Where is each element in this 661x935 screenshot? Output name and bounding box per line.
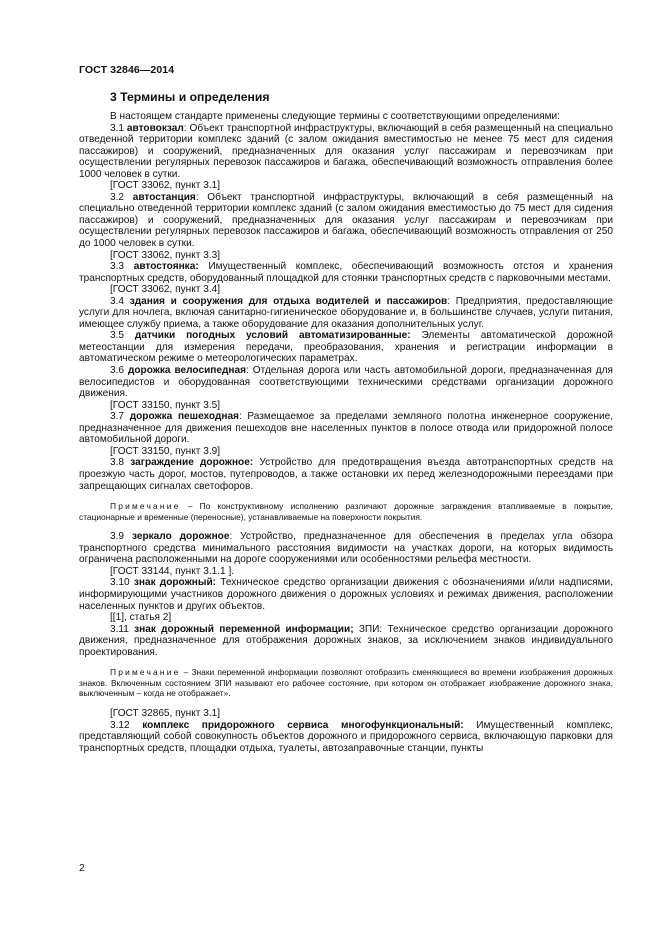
term-paragraph: 3.8 заграждение дорожное: Устройство для предотвращения въезда автотранспортных средств на проезжую часть дорог, мостов, путепроводов, а также остановки их перед железнодорожными переездами при запрещающих сигналах светофоров. — [79, 457, 613, 492]
term-definition: Размещаемое за пределами земляного полотна инженерное сооружение, предназначенное для движения пешеходов вне населенных пунктов в полосе отвода или придорожной полосе автомобильной дороги. — [79, 411, 614, 446]
term-definition: Предприятия, предоставляющие услуги для ночлега, включая санитарно-гигиеническое оборудование и, в большинстве случаев, услуги питания, имеющее службу приема, а также оборудование для оказания дополнительных услуг. — [79, 295, 613, 330]
term-name: дорожка пешеходная — [129, 411, 239, 423]
note-label: Примечание — [110, 501, 181, 512]
term-definition: ЗПИ: Техническое средство организации дорожного движения, предназначенное для отображения дорожных знаков, за исключением знаков индивидуального проектирования. — [79, 623, 613, 658]
term-name: датчики погодных условий автоматизированные: — [134, 330, 411, 342]
term-name: автостоянка: — [133, 261, 199, 273]
term-definition: Элементы автоматической дорожной метеостанции для измерения передачи, преобразования, хранения и регистрации информации в автоматическом режиме о метеорологических параметрах. — [79, 330, 613, 365]
note-paragraph — [79, 667, 613, 699]
term-name: знак дорожный переменной информации; — [134, 623, 354, 635]
term-paragraph: 3.5 датчики погодных условий автоматизированные: Элементы автоматической дорожной метеостанции для измерения передачи, преобразования, хранения и регистрации информации в автоматическом режиме о метеорологических параметрах. — [79, 330, 613, 365]
note-text: – По конструктивному исполнению различают дорожные заграждения втапливаемые в покрытие, стационарные и временные (переносные), устанавливаемые на поверхности покрытия. — [79, 501, 613, 522]
note-paragraph — [79, 501, 613, 522]
section-title: 3 Термины и определения — [110, 90, 270, 104]
term-name: автовокзал — [126, 122, 184, 134]
term-paragraph: 3.7 дорожка пешеходная: Размещаемое за пределами земляного полотна инженерное сооружение, предназначенное для движения пешеходов вне населенных пунктов в полосе отвода или придорожной полосе автомобильной дороги. — [79, 411, 614, 446]
term-paragraph: 3.2 автостанция: Объект транспортной инфраструктуры, включающий в себя размещенный на специально отведенной территории комплекс зданий (с залом ожидания вместимостью до 75 мест для сидения пассажиров) и сооружений, предназначенных для оказания услуг пассажирам и перевозчикам при осуществлении регулярных перевозок пассажиров и багажа, обеспечивающий возможность отправления от 250 до 1000 человек в сутки. — [79, 191, 613, 250]
term-name: комплекс придорожного сервиса многофункциональный: — [142, 719, 464, 731]
term-definition: Имущественный комплекс, обеспечивающий возможность отстоя и хранения транспортных средств, оборудованный площадкой для стоянки транспортных средств с парковочными местами. — [79, 261, 613, 284]
term-name: знак дорожный: — [133, 577, 217, 589]
term-reference: [ГОСТ 33062, пункт 3.1] — [110, 180, 221, 192]
term-definition: Объект транспортной инфраструктуры, включающий в себя размещенный на специально отведенной территории комплекс зданий (с залом ожидания вместимостью до 75 мест для сидения пассажиров) и сооружений, предназначенных для оказания услуг пассажирам и перевозчикам при осуществлении регулярных перевозок пассажиров и багажа, обеспечивающий возможность отправления от 250 до 1000 человек в сутки. — [79, 191, 613, 250]
term-paragraph: 3.1 автовокзал: Объект транспортной инфраструктуры, включающий в себя размещенный на специально отведенной территории комплекс зданий (с залом ожидания вместимостью не менее 75 мест для сидения пассажиров) и сооружений, предназначенных для оказания услуг пассажирам и перевозчикам при осуществлении регулярных перевозок пассажиров и багажа, обеспечивающий возможность отправления более 1000 человек в сутки. — [79, 122, 613, 180]
term-paragraph: 3.12 комплекс придорожного сервиса многофункциональный: Имущественный комплекс, представляющий собой совокупность объектов дорожного и придорожного сервиса, включающую парковки для транспортных средств, площадки отдыха, туалеты, автозаправочные станции, пункты — [79, 719, 613, 754]
term-definition: Устройство, предназначенное для обеспечения в пределах угла обзора транспортного средства минимального расстояния видимости на участках дороги, на которых видимость ограничена расположенными на дороге сооружениями или особенностями рельефа местности. — [79, 531, 613, 566]
term-name: автостанция — [132, 191, 196, 203]
term-name: заграждение дорожное: — [130, 457, 254, 469]
term-name: дорожка велосипедная — [127, 365, 246, 377]
term-reference: [[1], статья 2] — [110, 612, 172, 624]
page-number: 2 — [79, 862, 85, 874]
term-paragraph: 3.6 дорожка велосипедная: Отдельная дорога или часть автомобильной дороги, предназначенная для велосипедистов и оборудованная соответствующими техническими средствами организации дорожного движения. — [79, 365, 613, 400]
note-text: – Знаки переменной информации позволяют отобразить сменяющиеся во времени изображения дорожных знаков. Включенным состоянием ЗПИ называют его рабочее состояние, при котором он отображает изображение дорожного знака, выключенным – когда не отображает». — [79, 667, 613, 699]
term-definition: Объект транспортной инфраструктуры, включающий в себя размещенный на специально отведенной территории комплекс зданий (с залом ожидания вместимостью не менее 75 мест для сидения пассажиров) и сооружений, предназначенных для оказания услуг пассажирам и перевозчикам при осуществлении регулярных перевозок пассажиров и багажа, обеспечивающий возможность отправления более 1000 человек в сутки. — [79, 122, 613, 180]
term-reference: [ГОСТ 33150, пункт 3.5] — [110, 399, 221, 411]
term-definition: Имущественный комплекс, представляющий собой совокупность объектов дорожного и придорожного сервиса, включающую парковки для транспортных средств, площадки отдыха, туалеты, автозаправочные станции, пункты — [79, 719, 613, 754]
term-reference: [ГОСТ 33062, пункт 3.3] — [110, 249, 221, 261]
term-reference: [ГОСТ 33062, пункт 3.4] — [110, 284, 221, 296]
term-paragraph: 3.4 здания и сооружения для отдыха водителей и пассажиров: Предприятия, предоставляющие услуги для ночлега, включая санитарно-гигиеническое оборудование и, в большинстве случаев, услуги питания, имеющее службу приема, а также оборудование для оказания дополнительных услуг. — [79, 295, 613, 330]
term-paragraph: 3.11 знак дорожный переменной информации; ЗПИ: Техническое средство организации дорожного движения, предназначенное для отображения дорожных знаков, за исключением знаков индивидуального проектирования. — [79, 623, 613, 658]
standard-code: ГОСТ 32846—2014 — [79, 64, 175, 76]
term-paragraph: 3.3 автостоянка: Имущественный комплекс, обеспечивающий возможность отстоя и хранения транспортных средств, оборудованный площадкой для стоянки транспортных средств с парковочными местами. — [79, 261, 613, 284]
term-name: здания и сооружения для отдыха водителей и пассажиров — [129, 295, 448, 307]
term-reference: [ГОСТ 33150, пункт 3.9] — [110, 445, 221, 457]
term-definition: Устройство для предотвращения въезда автотранспортных средств на проезжую часть дорог, мостов, путепроводов, а также остановки их перед железнодорожными переездами при запрещающих сигналах светофоров. — [79, 457, 613, 492]
term-name: зеркало дорожное — [131, 531, 230, 543]
document-body — [79, 111, 613, 754]
intro-paragraph: В настоящем стандарте применены следующие термины с соответствующими определениями: — [110, 111, 560, 122]
term-paragraph: 3.9 зеркало дорожное: Устройство, предназначенное для обеспечения в пределах угла обзора транспортного средства минимального расстояния видимости на участках дороги, на которых видимость ограничена расположенными на дороге сооружениями или особенностями рельефа местности. — [79, 531, 613, 566]
term-reference: [ГОСТ 32865, пункт 3.1] — [110, 708, 221, 720]
term-reference: [ГОСТ 33144, пункт 3.1.1 ]. — [110, 565, 235, 577]
term-definition: Техническое средство организации движения с обозначениями и/или надписями, информирующими участников дорожного движения о дорожных условиях и режимах движения, расположении населенных пунктов и других объектов. — [79, 577, 614, 612]
term-paragraph: 3.10 знак дорожный: Техническое средство организации движения с обозначениями и/или надписями, информирующими участников дорожного движения о дорожных условиях и режимах движения, расположении населенных пунктов и других объектов. — [79, 577, 614, 612]
note-label: Примечание — [110, 667, 181, 678]
term-definition: Отдельная дорога или часть автомобильной дороги, предназначенная для велосипедистов и оборудованная соответствующими техническими средствами организации дорожного движения. — [79, 365, 613, 400]
